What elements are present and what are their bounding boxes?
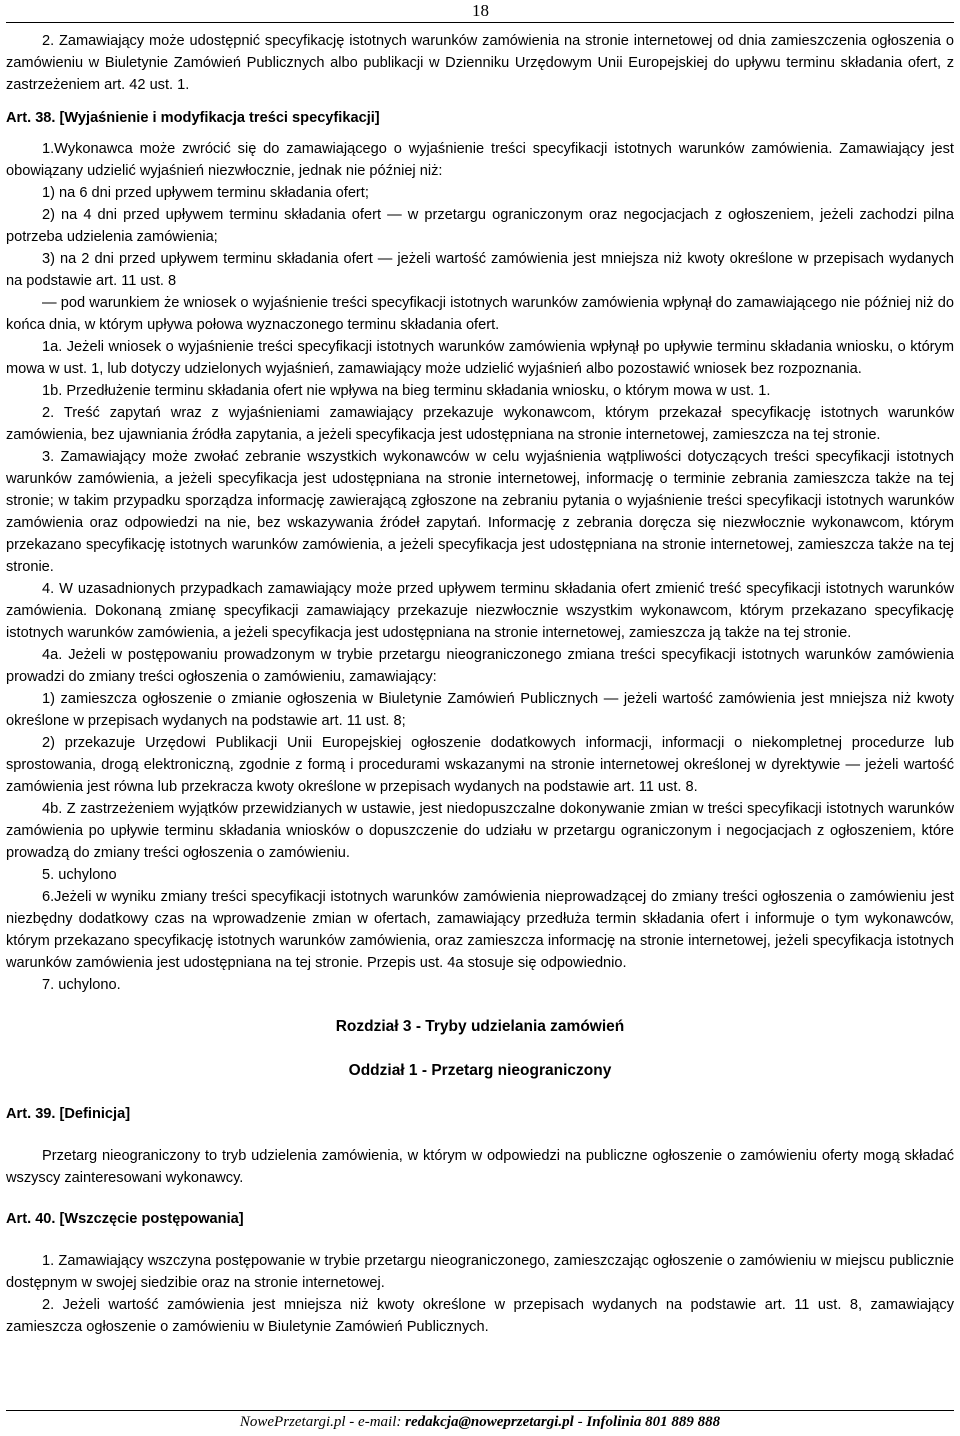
paragraph-38-1-tail: — pod warunkiem że wniosek o wyjaśnienie treści specyfikacji istotnych warunków zamówienia wpłynął do zamawiającego nie później niż do końca dnia, w którym upływa połowa wyznaczonego terminu składania ofert. [6, 295, 954, 333]
paragraph-38-1-item-2: 2) na 4 dni przed upływem terminu składania ofert — w przetargu ograniczonym oraz negocjacjach z ogłoszeniem, jeżeli zachodzi pilna potrzeba udzielenia zamówienia; [6, 207, 954, 245]
footer-email-link[interactable]: redakcja@noweprzetargi.pl [405, 1414, 574, 1430]
paragraph-38-4: 4. W uzasadnionych przypadkach zamawiający może przed upływem terminu składania ofert zmienić treść specyfikacji istotnych warunków zamówienia. Dokonaną zmianę specyfikacji zamawiający przekazuje niezwłocznie wszystkim wykonawcom, którym przekazano specyfikację istotnych warunków zamówienia, a jeżeli specyfikacja jest udostępniana na stronie internetowej, zamieszcza ją także na tej stronie. [6, 581, 954, 641]
footer-phone: Infolinia 801 889 888 [586, 1414, 721, 1430]
footer-rule [6, 1410, 954, 1411]
article-39-text: Przetarg nieograniczony to tryb udzielenia zamówienia, w którym w odpowiedzi na publiczne ogłoszenie o zamówieniu oferty mogą składać wszyscy zainteresowani wykonawcy. [6, 1148, 954, 1186]
paragraph-38-3: 3. Zamawiający może zwołać zebranie wszystkich wykonawców w celu wyjaśnienia wątpliwości dotyczących treści specyfikacji istotnych warunków zamówienia, a jeżeli specyfikacja jest udostępniana na stronie internetowej, informację o terminie zebrania zamieszcza także na tej stronie; w takim przypadku sporządza informację zawierającą zgłoszone na zebraniu pytania o wyjaśnienie treści specyfikacji istotnych warunków zamówienia oraz odpowiedzi na nie, bez wskazywania źródeł zapytań. Informację z zebrania doręcza się niezwłocznie wykonawcom, którym przekazano specyfikację istotnych warunków zamówienia, a jeżeli specyfikacja jest udostępniana na stronie internetowej, zamieszcza także na tej stronie. [6, 449, 954, 575]
section-title: Oddział 1 - Przetarg nieograniczony [348, 1062, 612, 1079]
chapter-title: Rozdział 3 - Tryby udzielania zamówień [335, 1018, 625, 1035]
paragraph-38-6: 6.Jeżeli w wyniku zmiany treści specyfikacji istotnych warunków zamówienia nieprowadzącej do zmiany treści ogłoszenia o zamówieniu jest niezbędny dodatkowy czas na wprowadzenie zmian w ofertach, zamawiający przedłuża termin składania ofert i informuje o tym wykonawców, którym przekazano specyfikację istotnych warunków zamówienia, oraz zamieszcza informację na stronie internetowej, jeżeli specyfikacja istotnych warunków zamówienia jest udostępniana na tej stronie. Przepis ust. 4a stosuje się odpowiednio. [6, 889, 954, 971]
page-footer [0, 1414, 960, 1431]
paragraph-38-4a-item-1: 1) zamieszcza ogłoszenie o zmianie ogłoszenia w Biuletynie Zamówień Publicznych — jeżeli wartość zamówienia jest mniejsza niż kwoty określone w przepisach wydanych na podstawie art. 11 ust. 8; [6, 691, 954, 729]
paragraph-intro: 2. Zamawiający może udostępnić specyfikację istotnych warunków zamówienia na stronie internetowej od dnia zamieszczenia ogłoszenia o zamówieniu w Biuletynie Zamówień Publicznych albo publikacji w Dzienniku Urzędowym Unii Europejskiej do upływu terminu składania ofert, z zastrzeżeniem art. 42 ust. 1. [6, 33, 954, 93]
paragraph-38-4a-item-2: 2) przekazuje Urzędowi Publikacji Unii Europejskiej ogłoszenie dodatkowych informacji, informacji o niekompletnej procedurze lub sprostowania, drogą elektroniczną, zgodnie z formą i procedurami wskazanymi na stronie internetowej określonej w dyrektywie — jeżeli wartość zamówienia jest równa lub przekracza kwoty określone w przepisach wydanych na podstawie art. 11 ust. 8. [6, 735, 954, 795]
article-39-heading: Art. 39. [Definicja] [6, 1106, 131, 1122]
page-number: 18 [472, 1, 489, 20]
article-40-paragraph-1: 1. Zamawiający wszczyna postępowanie w trybie przetargu nieograniczonego, zamieszczając ogłoszenie o zamówieniu w miejscu publicznie dostępnym w swojej siedzibie oraz na stronie internetowej. [6, 1253, 954, 1291]
article-40-paragraph-2: 2. Jeżeli wartość zamówienia jest mniejsza niż kwoty określone w przepisach wydanych na podstawie art. 11 ust. 8, zamawiający zamieszcza ogłoszenie o zamówieniu w Biuletynie Zamówień Publicznych. [6, 1297, 954, 1335]
header-rule [6, 22, 954, 23]
footer-site: NowePrzetargi.pl - e-mail: [239, 1414, 406, 1430]
paragraph-38-1-item-1: 1) na 6 dni przed upływem terminu składania ofert; [42, 185, 369, 201]
paragraph-38-1: 1.Wykonawca może zwrócić się do zamawiającego o wyjaśnienie treści specyfikacji istotnych warunków zamówienia. Zamawiający jest obowiązany udzielić wyjaśnień niezwłocznie, jednak nie później niż: [6, 141, 954, 179]
paragraph-38-1b: 1b. Przedłużenie terminu składania ofert nie wpływa na bieg terminu składania wniosku, o którym mowa w ust. 1. [42, 383, 771, 399]
article-38-heading: Art. 38. [Wyjaśnienie i modyfikacja treści specyfikacji] [6, 110, 380, 126]
paragraph-38-4b: 4b. Z zastrzeżeniem wyjątków przewidzianych w ustawie, jest niedopuszczalne dokonywanie zmian w treści specyfikacji istotnych warunków zamówienia po upływie terminu składania wniosków o dopuszczenie do udziału w przetargu ograniczonym i negocjacjach z ogłoszeniem, które prowadzą do zmiany treści ogłoszenia o zamówieniu. [6, 801, 954, 861]
paragraph-38-4a: 4a. Jeżeli w postępowaniu prowadzonym w trybie przetargu nieograniczonego zmiana treści specyfikacji istotnych warunków zamówienia prowadzi do zmiany treści ogłoszenia o zamówieniu, zamawiający: [6, 647, 954, 685]
paragraph-38-1a: 1a. Jeżeli wniosek o wyjaśnienie treści specyfikacji istotnych warunków zamówienia wpłynął po upływie terminu składania wniosku, o którym mowa w ust. 1, lub dotyczy udzielonych wyjaśnień, zamawiający może udzielić wyjaśnień albo pozostawić wniosek bez rozpoznania. [6, 339, 954, 377]
paragraph-38-2: 2. Treść zapytań wraz z wyjaśnieniami zamawiający przekazuje wykonawcom, którym przekazał specyfikację istotnych warunków zamówienia, bez ujawniania źródła zapytania, a jeżeli specyfikacja jest udostępniana na stronie internetowej, zamieszcza na tej stronie. [6, 405, 954, 443]
paragraph-38-1-item-3: 3) na 2 dni przed upływem terminu składania ofert — jeżeli wartość zamówienia jest mniejsza niż kwoty określone w przepisach wydanych na podstawie art. 11 ust. 8 [6, 251, 954, 289]
article-40-heading: Art. 40. [Wszczęcie postępowania] [6, 1211, 244, 1227]
paragraph-38-7: 7. uchylono. [42, 977, 121, 993]
paragraph-38-5: 5. uchylono [42, 867, 117, 883]
footer-separator: - [573, 1414, 587, 1430]
document-body [6, 30, 954, 1338]
